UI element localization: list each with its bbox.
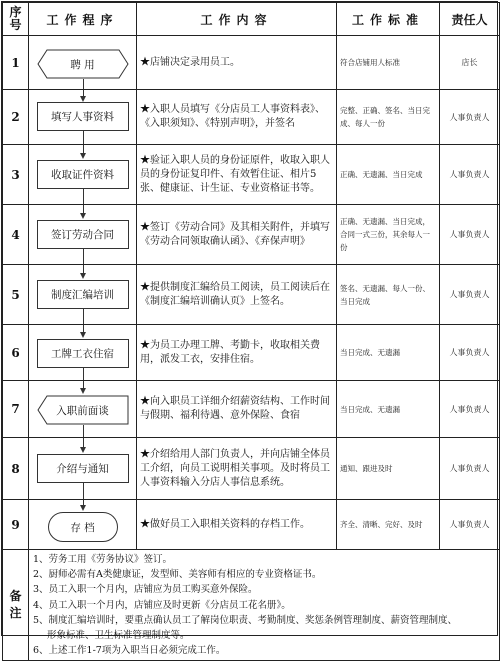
row-number: 9 — [3, 500, 29, 550]
table-row — [3, 265, 500, 325]
header-seq: 序号 — [3, 3, 29, 36]
notes-label: 备注 — [3, 550, 29, 661]
arrow-down-icon — [80, 447, 86, 453]
onboarding-procedure-table — [1, 1, 498, 657]
work-standard: 通知、跟进及时 — [337, 438, 440, 500]
flow-connector — [83, 249, 84, 265]
table-row — [3, 205, 500, 265]
flow-cell — [29, 438, 137, 500]
work-content: ★验证入职人员的身份证原件，收取入职人员的身份证复印件、有效暂住证、相片5张、健康证、计生证、专业资格证书等。 — [137, 145, 337, 205]
flow-step-box: 介绍与通知 — [37, 454, 129, 483]
note-line: 6、上述工作1-7项为入职当日必须完成工作。 — [33, 645, 226, 657]
owner: 人事负责人 — [440, 205, 500, 265]
flow-cell — [29, 205, 137, 265]
note-line: 5、制度汇编培训时，要重点确认员工了解岗位职责、考勤制度、奖惩条例管理制度、薪资管理制度、 — [33, 614, 458, 626]
flow-step-box: 收取证件资料 — [37, 160, 129, 189]
table-row — [3, 381, 500, 438]
row-number: 6 — [3, 325, 29, 381]
owner: 人事负责人 — [440, 90, 500, 145]
row-number: 1 — [3, 36, 29, 90]
flow-step-box: 制度汇编培训 — [37, 280, 129, 309]
owner: 人事负责人 — [440, 325, 500, 381]
flow-connector — [83, 131, 84, 145]
work-standard: 当日完成、无遗漏 — [337, 325, 440, 381]
work-content: ★提供制度汇编给员工阅读，员工阅读后在《制度汇编培训确认页》上签名。 — [137, 265, 337, 325]
arrow-down-icon — [80, 213, 86, 219]
flow-cell — [29, 90, 137, 145]
flow-step-box: 工牌工衣住宿 — [37, 339, 129, 368]
flow-connector — [83, 425, 84, 438]
work-content: ★介绍给用人部门负责人，并向店铺全体员工介绍，向员工说明相关事项。及时将员工人事资料输入分店人事信息系统。 — [137, 438, 337, 500]
table-row — [3, 438, 500, 500]
arrow-down-icon — [80, 332, 86, 338]
flow-step-end: 存 档 — [48, 512, 118, 542]
flow-connector — [83, 79, 84, 90]
work-standard: 符合店铺用人标准 — [337, 36, 440, 90]
flow-cell — [29, 381, 137, 438]
work-standard: 当日完成、无遗漏 — [337, 381, 440, 438]
flow-step-box: 签订劳动合同 — [37, 220, 129, 249]
note-line: 2、厨师必需有A类健康证，发型师、美容师有相应的专业资格证书。 — [33, 569, 322, 581]
flow-connector — [83, 368, 84, 381]
work-standard: 签名、无遗漏、每人一份、当日完成 — [337, 265, 440, 325]
flow-step-start — [37, 49, 129, 79]
flow-cell — [29, 36, 137, 90]
work-content: ★入职人员填写《分店员工人事资料表》、《入职须知》、《特别声明》，并签名 — [137, 90, 337, 145]
flow-step-label: 聘 用 — [70, 58, 95, 71]
header-process: 工作程序 — [29, 3, 137, 36]
flow-step-tagged — [37, 395, 129, 425]
note-line: 形象标准、卫生标准管理制度等。 — [47, 630, 190, 642]
header-standard: 工作标准 — [337, 3, 440, 36]
note-line: 3、员工入职一个月内，店铺应为员工购买意外保险。 — [33, 584, 258, 596]
note-line: 4、员工入职一个月内，店铺应及时更新《分店员工花名册》。 — [33, 599, 291, 611]
work-content: ★向入职员工详细介绍薪资结构、工作时间与假期、福利待遇、意外保险、食宿 — [137, 381, 337, 438]
flow-cell — [29, 145, 137, 205]
arrow-down-icon — [80, 505, 86, 511]
table-row — [3, 90, 500, 145]
flow-connector — [83, 189, 84, 205]
work-standard: 完整、正确、签名、当日完成、每人一份 — [337, 90, 440, 145]
flow-cell — [29, 325, 137, 381]
header-content: 工作内容 — [137, 3, 337, 36]
work-standard: 正确、无遗漏、当日完成，合同一式三份，其余每人一份 — [337, 205, 440, 265]
flow-step-box: 填写人事资料 — [37, 102, 129, 131]
table-row — [3, 500, 500, 550]
arrow-down-icon — [80, 153, 86, 159]
work-content: ★店铺决定录用员工。 — [137, 36, 337, 90]
work-standard: 正确、无遗漏、当日完成 — [337, 145, 440, 205]
table-row — [3, 325, 500, 381]
owner: 人事负责人 — [440, 381, 500, 438]
notes-row — [3, 550, 500, 661]
owner: 店长 — [440, 36, 500, 90]
table-header-row — [3, 3, 500, 36]
notes-content — [29, 550, 500, 661]
flow-connector — [83, 483, 84, 500]
flow-step-label: 入职前面谈 — [56, 404, 109, 417]
flow-connector — [83, 309, 84, 325]
header-owner: 责任人 — [440, 3, 500, 36]
work-content: ★为员工办理工牌、考勤卡，收取相关费用，派发工衣，安排住宿。 — [137, 325, 337, 381]
row-number: 4 — [3, 205, 29, 265]
owner: 人事负责人 — [440, 265, 500, 325]
flow-cell — [29, 265, 137, 325]
row-number: 2 — [3, 90, 29, 145]
owner: 人事负责人 — [440, 438, 500, 500]
table-row — [3, 145, 500, 205]
arrow-down-icon — [80, 388, 86, 394]
arrow-down-icon — [80, 273, 86, 279]
table-row — [3, 36, 500, 90]
flow-cell — [29, 500, 137, 550]
work-standard: 齐全、清晰、完好、及时 — [337, 500, 440, 550]
owner: 人事负责人 — [440, 500, 500, 550]
note-line: 1、劳务工用《劳务协议》签订。 — [33, 554, 173, 565]
owner: 人事负责人 — [440, 145, 500, 205]
row-number: 7 — [3, 381, 29, 438]
row-number: 5 — [3, 265, 29, 325]
row-number: 8 — [3, 438, 29, 500]
work-content: ★签订《劳动合同》及其相关附件，并填写《劳动合同领取确认函》、《弃保声明》 — [137, 205, 337, 265]
row-number: 3 — [3, 145, 29, 205]
work-content: ★做好员工入职相关资料的存档工作。 — [137, 500, 337, 550]
